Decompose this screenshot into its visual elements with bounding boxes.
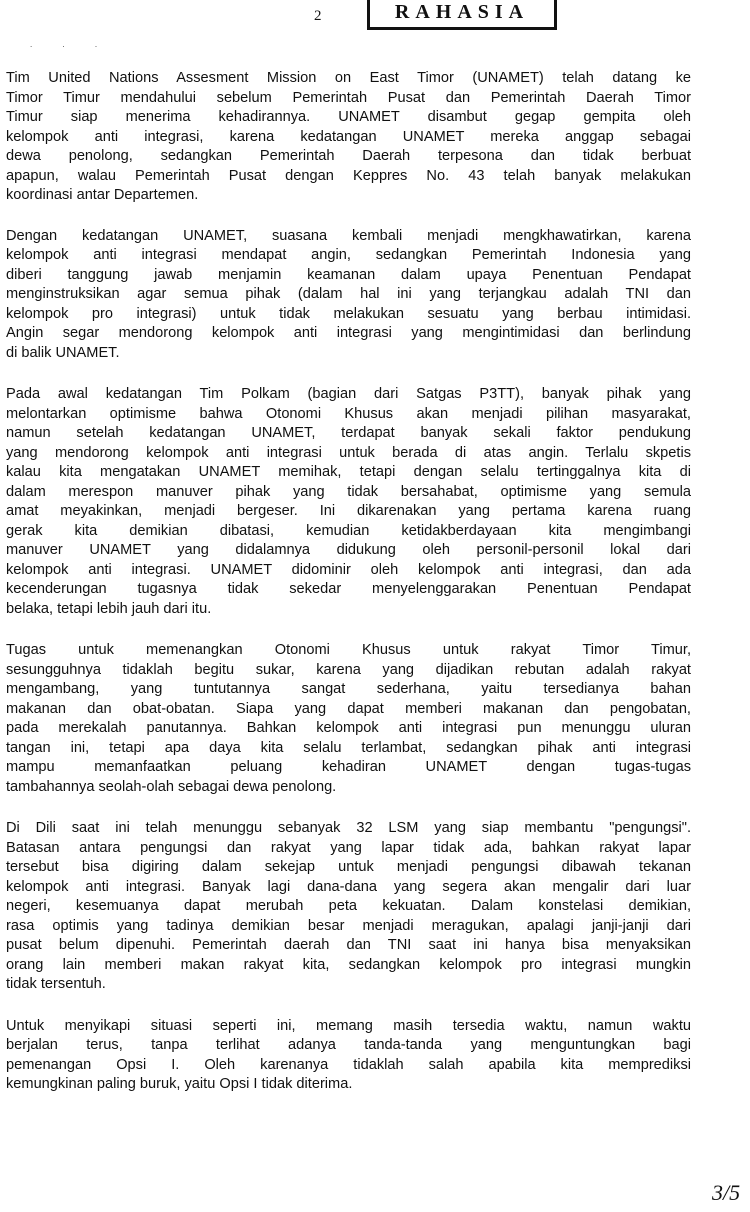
text-line: kelompok anti integrasi. Banyak lagi dana-dana yang segera akan mengalir dari luar [6, 878, 691, 895]
text-line: kelompok pro integrasi) untuk tidak melakukan sesuatu yang berbau intimidasi. [6, 305, 691, 322]
text-line: gerak kita demikian dibatasi, kemudian ketidakberdayaan kita mengimbangi [6, 522, 691, 539]
text-line: Tugas untuk memenangkan Otonomi Khusus untuk rakyat Timor Timur, [6, 642, 691, 658]
text-line: kalau kita mengatakan UNAMET memihak, tetapi dengan selalu tertinggalnya kita di [6, 464, 691, 480]
text-line: pada merekalah panutannya. Bahkan kelompok anti integrasi pun menunggu uluran [6, 720, 691, 736]
paragraph-4 [6, 641, 691, 797]
scan-specks: . . . [30, 40, 112, 49]
text-line: melontarkan optimisme bahwa Otonomi Khusus akan menjadi pilihan masyarakat, [6, 405, 691, 422]
text-line: manuver UNAMET yang didalamnya didukung oleh personil-personil lokal dari [6, 542, 691, 558]
text-line: pemenangan Opsi I. Oleh karenanya tidaklah salah apabila kita memprediksi [6, 1056, 691, 1073]
page-number: 2 [314, 8, 322, 24]
text-line: Batasan antara pengungsi dan rakyat yang lapar tidak ada, bahkan rakyat lapar [6, 839, 691, 856]
text-line: Timur siap menerima kehadirannya. UNAMET disambut gegap gempita oleh [6, 109, 691, 125]
paragraph-2 [6, 227, 691, 364]
text-line: Timor Timur mendahului sebelum Pemerintah Pusat dan Pemerintah Daerah Timor [6, 89, 691, 106]
text-line: berjalan terus, tanpa terlihat adanya tanda-tanda yang menguntungkan bagi [6, 1037, 691, 1053]
text-line: apapun, walau Pemerintah Pusat dengan Keppres No. 43 telah banyak melakukan [6, 167, 691, 184]
text-line: Untuk menyikapi situasi seperti ini, memang masih tersedia waktu, namun waktu [6, 1017, 691, 1034]
text-line: rasa optimis yang tadinya demikian besar menjadi meragukan, apalagi janji-janji dari [6, 917, 691, 934]
text-line: Angin segar mendorong kelompok anti integrasi yang mengintimidasi dan berlindung [6, 325, 691, 341]
text-line: tersebut bisa digiring dalam sekejap untuk menjadi pengungsi dibawah tekanan [6, 859, 691, 875]
paragraph-1 [6, 69, 691, 206]
text-line: kecenderungan tugasnya tidak sekedar menyelenggarakan Penentuan Pendapat [6, 581, 691, 597]
text-line: orang lain memberi makan rakyat kita, sedangkan kelompok pro integrasi mungkin [6, 956, 691, 973]
text-line: negeri, kesemuanya dapat merubah peta kekuatan. Dalam konstelasi demikian, [6, 898, 691, 914]
text-line: amat meyakinkan, menjadi bergeser. Ini dikarenakan yang pertama karena ruang [6, 503, 691, 519]
text-line: mengambang, yang tuntutannya sangat sederhana, yaitu tersedianya bahan [6, 681, 691, 697]
paragraph-6 [6, 1017, 691, 1095]
paragraph-5 [6, 819, 691, 995]
text-line: tangan ini, tetapi apa daya kita selalu terlambat, sedangkan pihak anti integrasi [6, 739, 691, 756]
text-line: Di Dili saat ini telah menunggu sebanyak 32 LSM yang siap membantu "pengungsi". [6, 820, 691, 836]
text-line: dewa penolong, sedangkan Pemerintah Daerah terpesona dan tidak berbuat [6, 148, 691, 164]
text-line: Tim United Nations Assesment Mission on East Timor (UNAMET) telah datang ke [6, 70, 691, 86]
text-line: kelompok anti integrasi. UNAMET didominir oleh kelompok anti integrasi, dan ada [6, 561, 691, 578]
text-line: tidak tersentuh. [6, 976, 106, 992]
document-body [6, 69, 691, 1114]
text-line: tambahannya seolah-olah sebagai dewa penolong. [6, 778, 337, 795]
paragraph-3 [6, 385, 691, 619]
classification-stamp [367, 0, 557, 30]
text-line: pusat belum dipenuhi. Pemerintah daerah dan TNI saat ini hanya bisa menyaksikan [6, 937, 691, 953]
text-line: kelompok anti integrasi, karena kedatangan UNAMET mereka anggap sebagai [6, 128, 691, 145]
text-line: yang mendorong kelompok anti integrasi untuk berada di atas angin. Terlalu skpetis [6, 444, 691, 461]
text-line: dalam merespon manuver pihak yang tidak bersahabat, optimisme yang semula [6, 483, 691, 500]
text-line: menginstruksikan agar semua pihak (dalam hal ini yang terjangkau adalah TNI dan [6, 286, 691, 302]
text-line: Dengan kedatangan UNAMET, suasana kembali menjadi mengkhawatirkan, karena [6, 227, 691, 244]
text-line: di balik UNAMET. [6, 344, 120, 361]
text-line: belaka, tetapi lebih jauh dari itu. [6, 600, 212, 617]
classification-stamp-label: RAHASIA [394, 1, 530, 23]
text-line: Pada awal kedatangan Tim Polkam (bagian dari Satgas P3TT), banyak pihak yang [6, 386, 691, 402]
text-line: kelompok anti integrasi mendapat angin, sedangkan Pemerintah Indonesia yang [6, 247, 691, 263]
text-line: diberi tanggung jawab menjamin keamanan dalam upaya Penentuan Pendapat [6, 266, 691, 283]
text-line: mampu memanfaatkan peluang kehadiran UNAMET dengan tugas-tugas [6, 759, 691, 775]
handwritten-page-fraction: 3/5 [712, 1180, 741, 1205]
text-line: sesungguhnya tidaklah begitu sukar, karena yang dijadikan rebutan adalah rakyat [6, 661, 691, 678]
text-line: namun setelah kedatangan UNAMET, terdapat banyak sekali faktor pendukung [6, 425, 691, 441]
text-line: makanan dan obat-obatan. Siapa yang dapat memberi makanan dan pengobatan, [6, 700, 691, 717]
text-line: koordinasi antar Departemen. [6, 187, 199, 203]
text-line: kemungkinan paling buruk, yaitu Opsi I tidak diterima. [6, 1076, 353, 1092]
